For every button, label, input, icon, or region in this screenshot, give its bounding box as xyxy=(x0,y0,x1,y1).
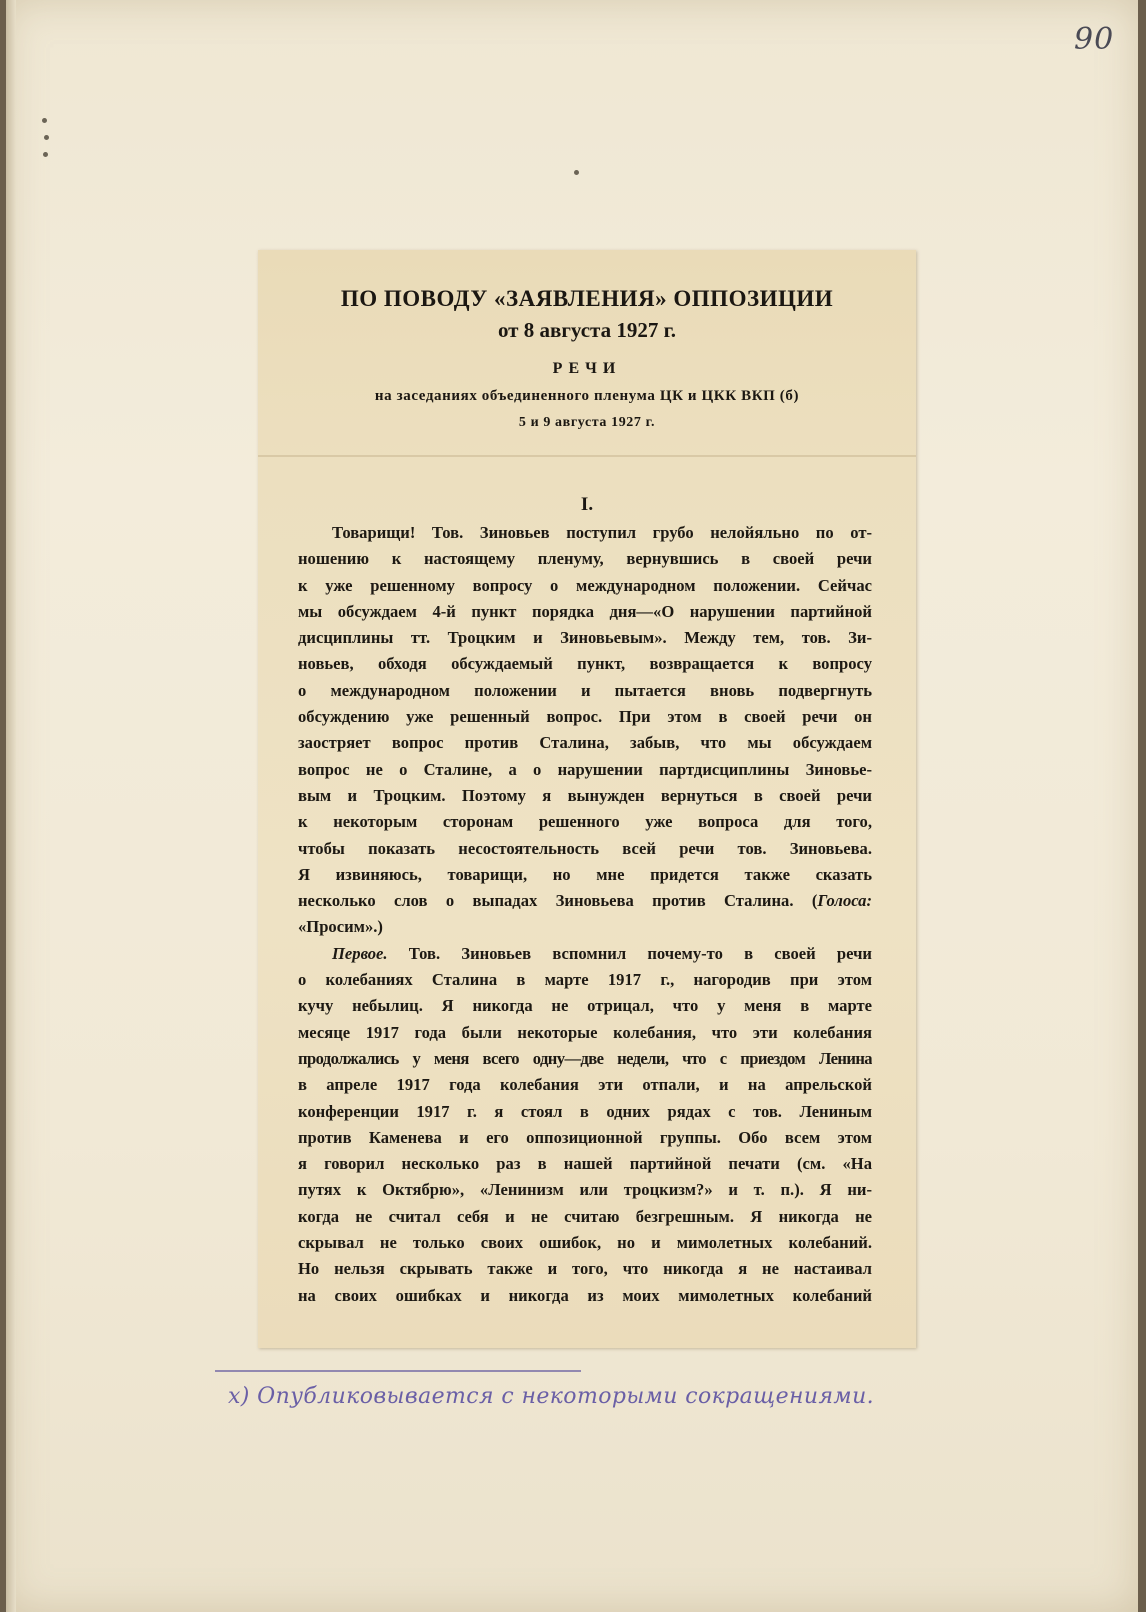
venue-line: на заседаниях объединенного пленума ЦК и ЦКК ВКП (б) xyxy=(374,388,800,404)
sheet-binding-edge xyxy=(6,0,16,1612)
punch-mark xyxy=(42,118,47,123)
text-line: мы обсуждаем 4-й пункт порядка дня—«О нарушении партийной xyxy=(298,601,872,621)
archive-sheet xyxy=(6,0,1138,1612)
text-line: ношению к настоящему пленуму, вернувшись в своей речи xyxy=(298,549,872,569)
text-line: кучу небылиц. Я никогда не отрицал, что у меня в марте xyxy=(298,996,872,1016)
speech-body xyxy=(298,520,872,1309)
speeches-heading: РЕЧИ xyxy=(552,360,622,377)
text-line: вопрос не о Сталине, а о нарушении партдисциплины Зиновье- xyxy=(298,759,872,779)
text-line: заостряет вопрос против Сталина, забыв, что мы обсуждаем xyxy=(298,733,872,753)
text-line: когда не считал себя и не считаю безгрешным. Я никогда не xyxy=(298,1206,872,1226)
text-line: путях к Октябрю», «Ленинизм или троцкизм?» и т. п.). Я ни- xyxy=(298,1180,872,1200)
punch-mark xyxy=(43,152,48,157)
text-line: «Просим».) xyxy=(298,917,383,937)
text-line: о международном положении и пытается вновь подвергнуть xyxy=(298,680,872,700)
dates-line: 5 и 9 августа 1927 г. xyxy=(518,415,656,430)
text-line: на своих ошибках и никогда из моих мимолетных колебаний xyxy=(298,1285,872,1305)
text-line: Я извиняюсь, товарищи, но мне придется также сказать xyxy=(298,864,872,884)
text-line: чтобы показать несостоятельность всей речи тов. Зиновьева. xyxy=(298,838,872,858)
text-line: дисциплины тт. Троцким и Зиновьевым». Между тем, тов. Зи- xyxy=(298,628,872,648)
center-mark xyxy=(574,170,579,175)
page-number: 90 xyxy=(1074,22,1115,57)
document-title: ПО ПОВОДУ «ЗАЯВЛЕНИЯ» ОППОЗИЦИИ xyxy=(340,286,834,311)
text-line: скрывал не только своих ошибок, но и мимолетных колебаний. xyxy=(298,1233,872,1253)
handwritten-footnote: х) Опубликовывается с некоторыми сокращениями. xyxy=(228,1384,875,1409)
footnote-rule xyxy=(215,1370,581,1372)
text-line: в апреле 1917 года колебания эти отпали, и на апрельской xyxy=(298,1075,872,1095)
text-line: месяце 1917 года были некоторые колебания, что эти колебания xyxy=(298,1022,872,1042)
text-line: я говорил несколько раз в нашей партийной печати (см. «На xyxy=(298,1154,872,1174)
text-line: против Каменева и его оппозиционной группы. Обо всем этом xyxy=(298,1127,872,1147)
text-line: Но нельзя скрывать также и того, что никогда я не настаивал xyxy=(298,1259,872,1279)
section-number: I. xyxy=(580,494,594,515)
text-line: вым и Троцким. Поэтому я вынужден вернуться в своей речи xyxy=(298,785,872,805)
text-line: конференции 1917 г. я стоял в одних рядах с тов. Лениным xyxy=(298,1101,872,1121)
text-line: новьев, обходя обсуждаемый пункт, возвращается к вопросу xyxy=(298,654,872,674)
text-line: о колебаниях Сталина в марте 1917 г., нагородив при этом xyxy=(298,970,872,990)
paper-fold xyxy=(258,455,916,457)
pasted-printed-page xyxy=(258,250,916,1348)
text-line: продолжались у меня всего одну—две недели, что с приездом Ленина xyxy=(298,1048,872,1068)
text-line: Первое. Тов. Зиновьев вспомнил почему-то в своей речи xyxy=(332,943,872,963)
text-line: к уже решенному вопросу о международном положении. Сейчас xyxy=(298,575,872,595)
text-line: Товарищи! Тов. Зиновьев поступил грубо нелойяльно по от- xyxy=(332,523,872,542)
punch-mark xyxy=(44,135,49,140)
text-line: к некоторым сторонам решенного уже вопроса для того, xyxy=(298,812,872,832)
text-line: несколько слов о выпадах Зиновьева против Сталина. (Голоса: xyxy=(298,891,872,911)
text-line: обсуждению уже решенный вопрос. При этом в своей речи он xyxy=(298,707,872,727)
document-subtitle-date: от 8 августа 1927 г. xyxy=(497,318,677,342)
